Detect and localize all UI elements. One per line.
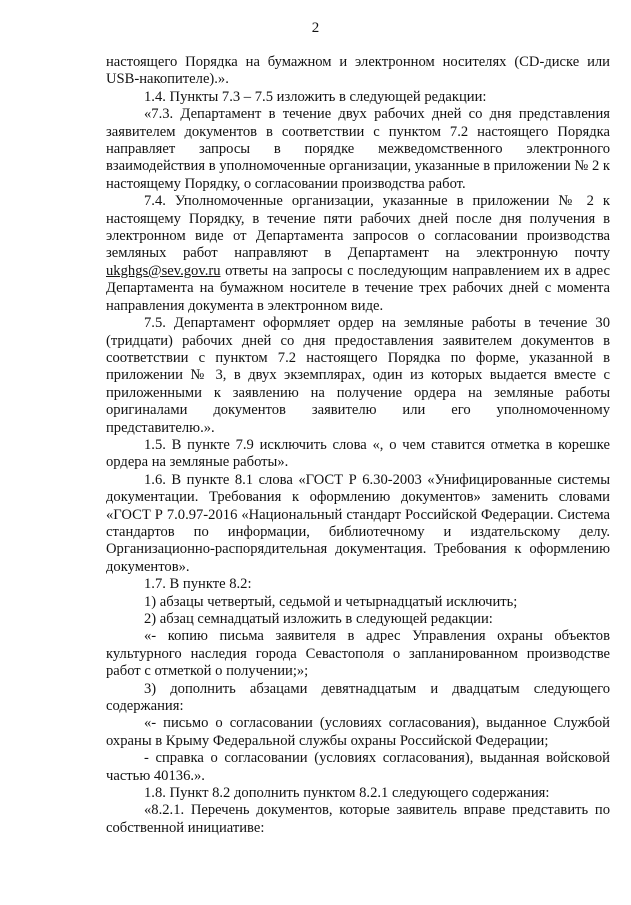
paragraph-7-3: «7.3. Департамент в течение двух рабочих дней со дня представления заявителем документов в соответствии с пунктом 7.2 настоящего Порядка направляет запросы в порядке межведомственного электронного взаимодействия в уполномоченные организации, указанные в приложении № 2 к настоящему Порядку, о согласовании производства работ. xyxy=(106,106,610,192)
paragraph-1-5: 1.5. В пункте 7.9 исключить слова «, о чем ставится отметка в корешке ордера на земляные работы». xyxy=(106,436,610,471)
document-body xyxy=(106,54,610,837)
paragraph-7-4-text-before: 7.4. Уполномоченные организации, указанные в приложении № 2 к настоящему Порядку, в течение пяти рабочих дней после дня получения в электронном виде от Департамента запросов о согласовании производства земляных работ направляют в Департамент на электронную почту xyxy=(106,193,610,262)
paragraph-1-7: 1.7. В пункте 8.2: xyxy=(144,576,252,593)
paragraph-1-7-item-3: 3) дополнить абзацами девятнадцатым и двадцатым следующего содержания: xyxy=(106,680,610,715)
paragraph-7-4-text-after: ответы на запросы с последующим направлением их в адрес Департамента на бумажном носителе в течение трех рабочих дней с момента направления документа в электронном виде. xyxy=(106,262,610,314)
page-number: 2 xyxy=(311,20,320,36)
email-link[interactable]: ukghgs@sev.gov.ru xyxy=(106,262,221,279)
paragraph-quote-3: - справка о согласовании (условиях согласования), выданная войсковой частью 40136.». xyxy=(106,750,610,784)
paragraph-continuation: настоящего Порядка на бумажном и электронном носителях (CD-диске или USB-накопителе).». xyxy=(106,54,610,88)
paragraph-1-8: 1.8. Пункт 8.2 дополнить пунктом 8.2.1 следующего содержания: xyxy=(144,785,550,802)
paragraph-1-6: 1.6. В пункте 8.1 слова «ГОСТ Р 6.30-2003 «Унифицированные системы документации. Требования к оформлению документов» заменить словами «ГОСТ Р 7.0.97-2016 «Национальный стандарт Российской Федерации. Система стандартов по информации, библиотечному и издательскому делу. Организационно-распорядительная документация. Требования к оформлению документов». xyxy=(106,471,610,575)
paragraph-quote-1: «- копию письма заявителя в адрес Управления охраны объектов культурного наследия города Севастополя о запланированном производстве работ с отметкой о получении;»; xyxy=(106,628,610,680)
paragraph-1-4: 1.4. Пункты 7.3 – 7.5 изложить в следующей редакции: xyxy=(144,88,487,105)
paragraph-1-7-item-1: 1) абзацы четвертый, седьмой и четырнадцатый исключить; xyxy=(144,593,518,610)
paragraph-7-4 xyxy=(106,193,610,315)
paragraph-1-7-item-2: 2) абзац семнадцатый изложить в следующей редакции: xyxy=(144,611,493,627)
paragraph-quote-2: «- письмо о согласовании (условиях согласования), выданное Службой охраны в Крыму Федеральной службы охраны Российской Федерации; xyxy=(106,715,610,749)
paragraph-7-5: 7.5. Департамент оформляет ордер на земляные работы в течение 30 (тридцати) рабочих дней со дня предоставления заявителем документов в соответствии с пунктом 7.2 настоящего Порядка по форме, указанной в приложении № 3, в двух экземплярах, один из которых выдается вместе с приложенными к заявлению на получение ордера на земляные работы оригиналами документов заявителю или его уполномоченному представителю.». xyxy=(106,315,610,436)
paragraph-8-2-1: «8.2.1. Перечень документов, которые заявитель вправе представить по собственной инициативе: xyxy=(106,802,610,836)
